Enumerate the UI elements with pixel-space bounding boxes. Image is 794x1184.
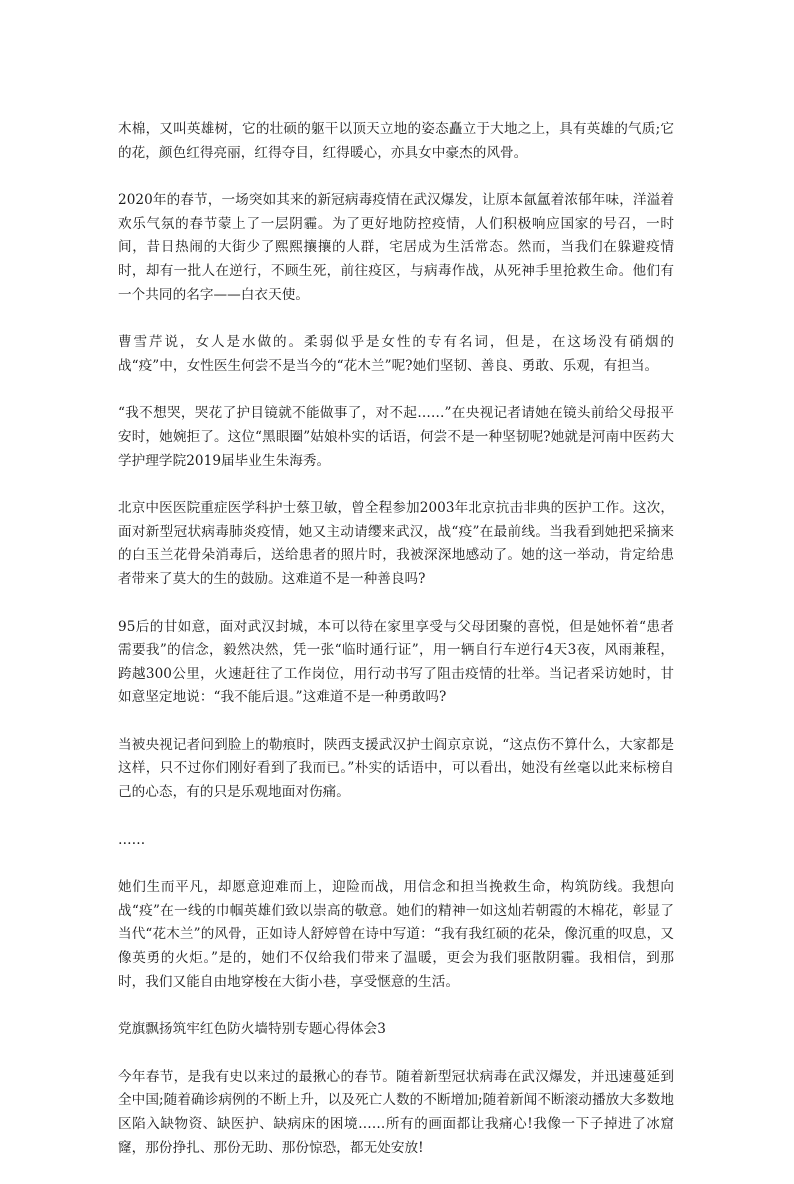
section-heading: 党旗飘扬筑牢红色防火墙特别专题心得体会3 (118, 1021, 386, 1038)
paragraph-outbreak: 2020年的春节，一场突如其来的新冠病毒疫情在武汉爆发，让原本氤氲着浓郁年味，洋溢着欢乐气氛的春节蒙上了一层阴霾。为了更好地防控疫情，人们积极响应国家的号召，一时间，昔日热闹的大街少了熙熙攘攘的人群，宅居成为生活常态。然而，当我们在躲避疫情时，却有一批人在逆行，不顾生死，前往疫区，与病毒作战，从死神手里抢救生命。他们有一个共同的名字——白衣天使。 (118, 192, 674, 303)
paragraph-gan-ruyi: 95后的甘如意，面对武汉封城，本可以待在家里享受与父母团聚的喜悦，但是她怀着“患者需要我”的信念，毅然决然，凭一张“临时通行证”，用一辆自行车逆行4天3夜，风雨兼程，跨越300公里，火速赶往了工作岗位，用行动书写了阻击疫情的壮举。当记者采访她时，甘如意坚定地说：“我不能后退。”这难道不是一种勇敢吗? (118, 618, 674, 706)
paragraph-conclusion: 她们生而平凡，却愿意迎难而上，迎险而战，用信念和担当挽救生命，构筑防线。我想向战“疫”在一线的巾帼英雄们致以崇高的敬意。她们的精神一如这灿若朝霞的木棉花，彰显了当代“花木兰”的风骨，正如诗人舒婷曾在诗中写道：“我有我红硕的花朵，像沉重的叹息，又像英勇的火炬。”是的，她们不仅给我们带来了温暖，更会为我们驱散阴霾。我相信，到那时，我们又能自由地穿梭在大街小巷，享受惬意的生活。 (118, 879, 674, 990)
document-body (118, 118, 674, 1184)
paragraph-ellipsis: …… (118, 831, 146, 848)
paragraph-kapok-intro: 木棉，又叫英雄树，它的壮硕的躯干以顶天立地的姿态矗立于大地之上，具有英雄的气质;它的花，颜色红得亮丽，红得夺目，红得暖心，亦具女中豪杰的风骨。 (118, 121, 674, 161)
paragraph-mulan: 曹雪芹说，女人是水做的。柔弱似乎是女性的专有名词，但是，在这场没有硝烟的战“疫”中，女性医生何尝不是当今的“花木兰”呢?她们坚韧、善良、勇敢、乐观，有担当。 (118, 334, 674, 374)
paragraph-spring-festival: 今年春节，是我有史以来过的最揪心的春节。随着新型冠状病毒在武汉爆发，并迅速蔓延到全中国;随着确诊病例的不断上升，以及死亡人数的不断增加;随着新闻不断滚动播放大多数地区陷入缺物资、缺医护、缺病床的困境……所有的画面都让我痛心!我像一下子掉进了冰窟窿，那份挣扎、那份无助、那份惊恐，都无处安放! (118, 1068, 674, 1156)
paragraph-yan-jingjing: 当被央视记者问到脸上的勒痕时，陕西支援武汉护士阎京京说，“这点伤不算什么，大家都是这样，只不过你们刚好看到了我而已。”朴实的话语中，可以看出，她没有丝毫以此来标榜自己的心态，有的只是乐观地面对伤痛。 (118, 736, 674, 801)
paragraph-zhu-haixiu: “我不想哭，哭花了护目镜就不能做事了，对不起……”在央视记者请她在镜头前给父母报平安时，她婉拒了。这位“黑眼圈”姑娘朴实的话语，何尝不是一种坚韧呢?她就是河南中医药大学护理学院2019届毕业生朱海秀。 (118, 405, 674, 469)
paragraph-cai-weimin: 北京中医医院重症医学科护士蔡卫敏，曾全程参加2003年北京抗击非典的医护工作。这次，面对新型冠状病毒肺炎疫情，她又主动请缨来武汉，战“疫”在最前线。当我看到她把采摘来的白玉兰花骨朵消毒后，送给患者的照片时，我被深深地感动了。她的这一举动，肯定给患者带来了莫大的生的鼓励。这难道不是一种善良吗? (118, 500, 674, 587)
